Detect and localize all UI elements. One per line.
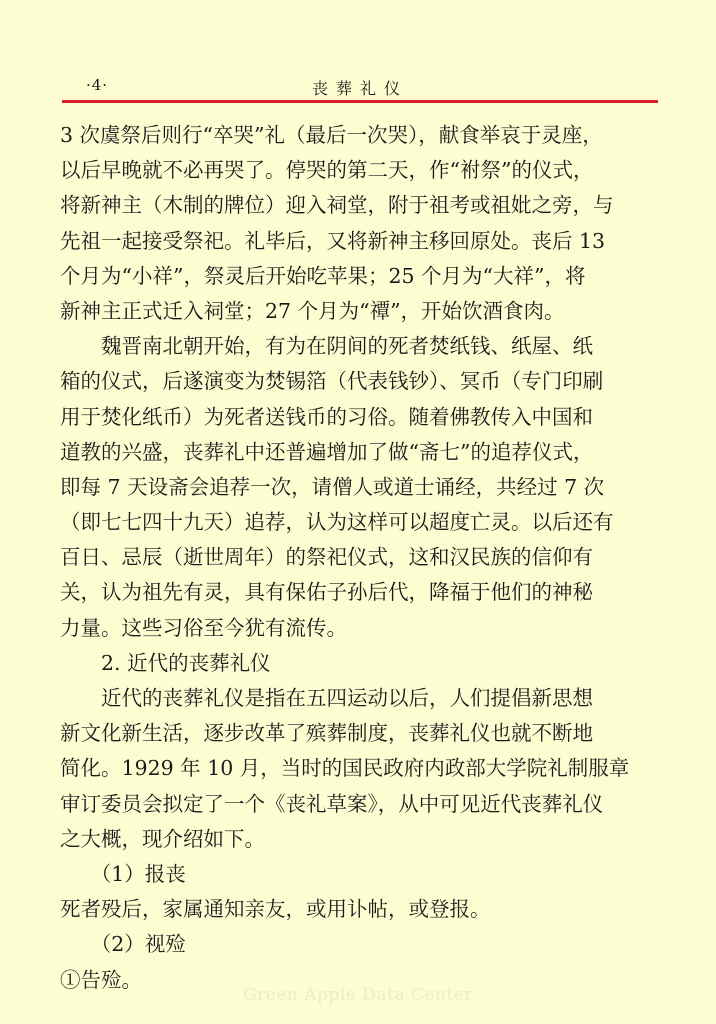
text-line: 将新神主（木制的牌位）迎入祠堂，附于祖考或祖妣之旁，与 xyxy=(60,193,614,218)
text-line: 即每 7 天设斋会追荐一次，请僧人或道士诵经，共经过 7 次 xyxy=(60,474,605,499)
text-line: 死者殁后，家属通知亲友，或用讣帖，或登报。 xyxy=(60,897,491,922)
text-line: 魏晋南北朝开始，有为在阴间的死者焚纸钱、纸屋、纸 xyxy=(60,334,593,359)
text-line: 简化。1929 年 10 月，当时的国民政府内政部大学院礼制服章 xyxy=(60,756,630,781)
subsection-heading: （2）视殓 xyxy=(60,932,186,957)
watermark: Green Apple Data Center xyxy=(243,985,473,1005)
page-header xyxy=(62,72,658,102)
text-line: 新神主正式迁入祠堂；27 个月为“禫”，开始饮酒食肉。 xyxy=(60,298,565,323)
text-line: 道教的兴盛，丧葬礼中还普遍增加了做“斋七”的追荐仪式， xyxy=(60,439,594,464)
text-line: 审订委员会拟定了一个《丧礼草案》，从中可见近代丧葬礼仪 xyxy=(60,791,604,816)
text-line: 个月为“小祥”，祭灵后开始吃苹果；25 个月为“大祥”，将 xyxy=(60,263,586,288)
page-number: ·4· xyxy=(86,76,109,94)
text-line: 力量。这些习俗至今犹有流传。 xyxy=(60,615,347,640)
text-line: ①告殓。 xyxy=(60,967,142,992)
text-line: 近代的丧葬礼仪是指在五四运动以后，人们提倡新思想 xyxy=(60,686,593,710)
text-line: 关，认为祖先有灵，具有保佑子孙后代，降福于他们的神秘 xyxy=(60,580,593,605)
text-line: 用于焚化纸币）为死者送钱币的习俗。随着佛教传入中国和 xyxy=(60,404,593,429)
text-line: 百日、忌辰（逝世周年）的祭祀仪式，这和汉民族的信仰有 xyxy=(60,545,593,570)
text-line: 箱的仪式，后遂演变为焚锡箔（代表钱钞）、冥币（专门印刷 xyxy=(60,369,604,394)
subsection-heading: （1）报丧 xyxy=(60,861,186,886)
text-line: 以后早晚就不必再哭了。停哭的第二天，作“祔祭”的仪式， xyxy=(60,158,594,183)
text-line: 之大概，现介绍如下。 xyxy=(60,826,265,851)
text-line: 先祖一起接受祭祀。礼毕后，又将新神主移回原处。丧后 13 xyxy=(60,228,606,253)
text-line: 3 次虞祭后则行“卒哭”礼（最后一次哭），献食举哀于灵座， xyxy=(60,123,603,147)
running-title: 丧葬礼仪 xyxy=(311,79,408,98)
body-text xyxy=(60,118,660,998)
header-rule xyxy=(62,100,658,103)
section-heading: 2. 近代的丧葬礼仪 xyxy=(60,650,271,675)
text-line: 新文化新生活，逐步改革了殡葬制度，丧葬礼仪也就不断地 xyxy=(60,721,593,746)
text-line: （即七七四十九天）追荐，认为这样可以超度亡灵。以后还有 xyxy=(60,510,614,535)
